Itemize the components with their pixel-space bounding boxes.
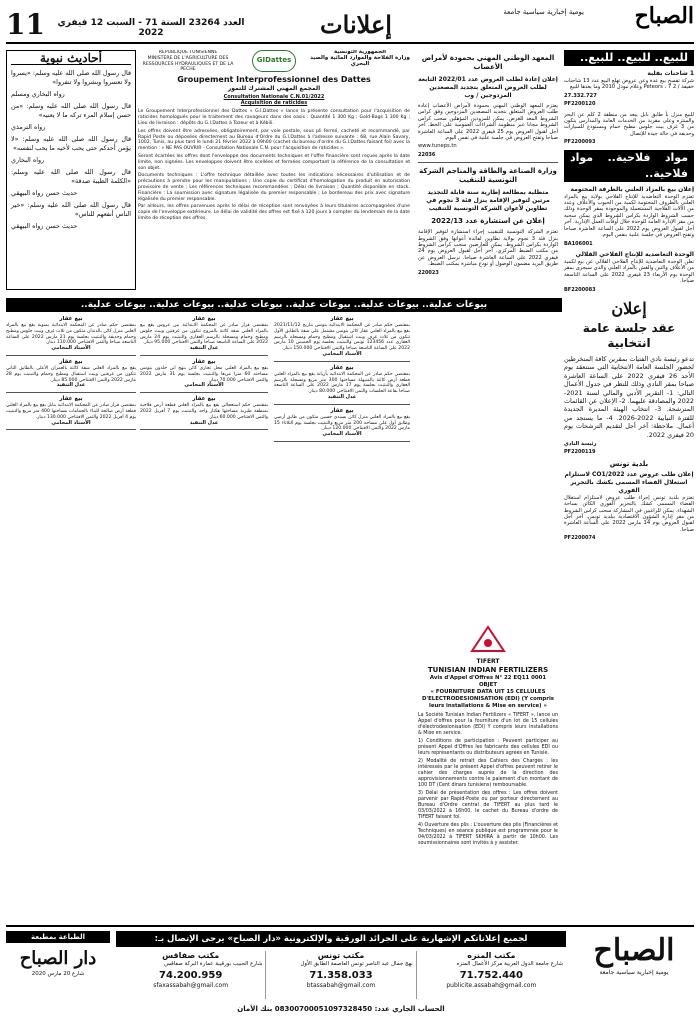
tifert-body: 4) Ouverture des plis : L'ouverture des plis (Financières et Techniques) en séance publique est programmée pour le 04/03/2022 à TIFERT SKHIRA à partir de 10h00. Les soumissionnaires sont invités à y assister. bbox=[418, 823, 558, 846]
notice-signature: عدل التنفيذ bbox=[189, 419, 219, 426]
notice-body: بمقتضى حكم صادر عن المحكمة الابتدائية بأريانة يقع بيع بالمزاد العلني قطعة أرض كائنة بالمنيهلة مساحتها 300 متر مربع ومسجلة بالرسم العقاري والتبتيت بجلسة يوم 17 مارس 2022 على الساعة التاسعة صباحا بقاعة الجلسات والثمن الافتتاحي 80.000 دينار. bbox=[274, 371, 410, 395]
office-list bbox=[116, 951, 566, 999]
notice-body: بمقتضى حكم صادر عن المحكمة الابتدائية بتونس بتاريخ 2021/11/12 يقع بيع بالمزاد العلني عقار كائن بتونس مشتمل على شقة بالطابق الأول تتكون من ثلاث غرف وبيت استقبال ومطبخ وحمام ومسجلة بالرسم العقاري عدد 123456 تونس والتبتيت بجلسة يوم الخميس 10 مارس 2022 على الساعة التاسعة صباحا والثمن الافتتاحي 150.000 دينار. bbox=[274, 323, 410, 352]
hadith-source: رواه البخاري bbox=[11, 156, 45, 165]
notice-title: بيع عقار bbox=[192, 358, 216, 365]
unit-ad-title: الوحدة التعاضدية للإنتاج الفلاحي القلالي bbox=[575, 250, 694, 258]
office-address: نهج جمال عبد الناصر تونس العاصمة الطابق الأول bbox=[300, 961, 413, 967]
hadith-title: أحاديث نبوية bbox=[11, 55, 131, 65]
org-name: Groupement Interprofessionnel des Dattes bbox=[177, 75, 371, 85]
judicial-notice bbox=[140, 396, 268, 430]
consult-object: Acquisition de raticides bbox=[240, 99, 308, 106]
meeting-title: إعلان bbox=[611, 298, 647, 318]
divider bbox=[418, 162, 558, 163]
notice-body: بمقتضى قرار صادر عن المحكمة الابتدائية بنابل يقع بيع بالمزاد العلني قطعة أرض صالحة للبناء بالحمامات مساحتها 400 متر مربع والتبتيت يوم 4 أفريل 2022 والثمن الافتتاحي 130.000 دينار. bbox=[6, 403, 136, 420]
tifert-body: 3) Délai de présentation des offres : Les offres doivent parvenir par Rapid-Poste ou par porteur directement au Bureau d'Ordre central de TIFERT au plus tard le 03/03/2022 à 16h00, le cachet du Bureau d'ordre de TIFERT faisant foi. bbox=[418, 791, 558, 820]
issue-line: العدد 23264 السنة 71 - السبت 12 فيفري 2022 bbox=[57, 18, 245, 38]
house-ad-text: للبيع منزل بأ طابق نابل يبعد من منطقة 2 كلم عن البحر والمنتزه وعلى مقربة من الخدمات العامة والمدارس يتكون من 3 غرف بيت جلوس مطبخ حمام ومستودع للسيارات وحديقة في حالة جيدة للإتصال bbox=[564, 111, 694, 137]
notice-title: بيع عقار bbox=[330, 316, 354, 322]
tender2-subtitle: متطلبة بمطالعة إطارية سنة قابلة للتجديد مرتين لتوفير الإقامة بنزل فئة 3 نجوم في تطاوين لأعوان الشركة التونسية للتنقيب bbox=[426, 189, 550, 213]
sale-section-head: للبيع.. للبيع.. للبيع.. bbox=[564, 50, 694, 66]
notice-title: بيع عقار bbox=[59, 316, 83, 322]
masthead-tagline: يومية إخبارية سياسية جامعة bbox=[503, 8, 584, 16]
notice-body: Les offres doivent être adressées, obligatoirement, par voie postale, sous pli fermé, cacheté et recommandé, par Rapid Poste ou déposées directement au Bureau d'Ordre du G.I.Dattes à l'adresse suivante : 68, rue Alain Savary, 1002, Tunis, au plus tard le lundi 21 février 2022 à 09h00 (cachet du bureau d'ordre du G.I.Dattes faisant foi) avec la mention : « NE PAS OUVRIR - Consultation Nationale C.N. pour l'acquisition de raticides ». bbox=[138, 128, 410, 152]
farm-section-head: مواد فلاحية.. مواد فلاحية.. bbox=[564, 150, 694, 182]
notice-body: بمقتضى قرار صادر عن المحكمة الابتدائية ببن عروس يقع بيع بالمزاد العلني شقة كائنة بالمروج تتكون من غرفتين وبيت جلوس ومطبخ وحمام ومسجلة بالرسم العقاري والتبتيت يوم 24 مارس 2022 على الساعة التاسعة صباحا والثمن الافتتاحي 95.000 دينار. bbox=[140, 323, 268, 346]
office-item bbox=[116, 951, 265, 999]
office-name: مكتب المنزه bbox=[467, 951, 516, 960]
notice-body: بمقتضى حكم صادر عن المحكمة الابتدائية بمنوبة يقع بيع بالمزاد العلني منزل كائن بالدندان متكون من ثلاث غرف وبيت جلوس ومطبخ وحمام وحديقة والتبتيت بجلسة يوم 21 مارس 2022 على الساعة التاسعة صباحا والثمن الافتتاحي 110.000 دينار. bbox=[6, 323, 136, 346]
hadith-item: قال رسول الله صلى الله عليه وسلم: «لا يؤمن أحدكم حتى يحب لأخيه ما يحب لنفسه» bbox=[11, 135, 131, 153]
notice-title: بيع عقار bbox=[192, 316, 216, 322]
tender2-notice: إعلان عن استشارة عدد 2022/13 bbox=[431, 217, 545, 226]
tifert-body: 1) Conditions de participation : Peuvent participer au présent Appel d'Offres les fabricants des cellules EDI ou leurs représentants ou distributeurs agréés en Tunisie. bbox=[418, 739, 558, 756]
hadith-item: قال رسول الله صلى الله عليه وسلم: «يسروا ولا تعسروا وبشروا ولا تنفروا» bbox=[11, 69, 131, 87]
notice-signature: الأستاذ المحامي bbox=[51, 419, 91, 426]
notice-signature: عدل التنفيذ bbox=[327, 393, 357, 400]
notice-title: بيع عقار bbox=[192, 396, 216, 403]
judicial-column-c bbox=[6, 316, 136, 916]
hadith-item: قال رسول الله صلى الله عليه وسلم: «من حسن إسلام المرء تركه ما لا يعنيه» bbox=[11, 102, 131, 120]
footer-tagline: يومية إخبارية سياسية جامعة bbox=[599, 969, 669, 976]
judicial-notice bbox=[274, 408, 410, 442]
tender2-text: تعتزم الشركة التونسية للتنقيب إجراء استشارة لتوفير الإقامة بنزل فئة 3 نجوم بولاية تطاوين لفائدة أعوانها وفق الشروط الواردة بكراس الشروط. يمكن للعارضين سحب كراس الشروط من مكتب الضبط المركزي. آخر أجل لقبول العروض يوم 24 فيفري 2022 على الساعة العاشرة صباحا. ترسل العروض عن طريق البريد مضمون الوصول أو تودع مباشرة بمكتب الضبط. bbox=[418, 229, 558, 268]
sale-item-phone: 27.332.727 bbox=[564, 92, 597, 99]
office-item bbox=[265, 951, 415, 999]
notice-body: يقع بيع بالمزاد العلني شقة كائنة بالعمران الأعلى بالطابق الثاني تتكون من غرفتين وبيت استقبال ومطبخ وحمام والتبتيت يوم 28 مارس 2022 والثمن الافتتاحي 85.000 دينار. bbox=[6, 365, 136, 383]
office-address: شارع جامعة الدول العربية مركز الأعمال المنزه bbox=[456, 961, 563, 967]
hadith-box bbox=[6, 50, 136, 290]
judicial-notice bbox=[274, 316, 410, 362]
print-brand: دار الصباح bbox=[19, 948, 97, 969]
notice-signature: الأستاذ المحامي bbox=[184, 382, 224, 389]
farm-ad-title: إعلان بيع بالمزاد العلني بالظرفة المختومة bbox=[570, 185, 694, 193]
meeting-subtitle: عقد جلسة عامة انتخابية bbox=[582, 320, 676, 350]
judicial-notice bbox=[140, 359, 268, 393]
tender1-text: يعتزم المعهد الوطني المهني بحمودة لأمراض الأعصاب إعادة طلب العروض المتعلق بتجديد المصعدين المزدوجين وفق كراس الشروط المعد للغرض. يمكن للمزودين المؤهلين سحب كراس الشروط مجانا عبر منظومة الشراءات العمومية على الخط. آخر أجل لقبول العروض يوم 25 فيفري 2022 على الساعة العاشرة صباحا وتفتح العروض في جلسة علنية في نفس اليوم. bbox=[418, 103, 558, 142]
notice-signature: الأستاذ المحامي bbox=[51, 345, 91, 352]
meeting-text: تدعو رئيسة نادي الفتيات بمقرين كافة المنخرطين لحضور الجلسة العامة الانتخابية التي ستنعقد يوم الأحد 26 فيفري 2022 على الساعة العاشرة صباحا بمقر النادي وذلك للنظر في جدول الأعمال التالي: 1- التقرير الأدبي والمالي لسنة 2021-2022 والمصادقة عليهما. 2- الإعلان عن القائمات المترشحة. 3- انتخاب الهيئة المديرة الجديدة للفترة النيابية 2022-2026. 4- ما يستجد من أعمال. ملاحظة: آخر أجل لتقديم الترشحات يوم 20 فيفري 2022. bbox=[564, 354, 694, 439]
office-email[interactable]: btassabah@gmail.com bbox=[306, 981, 376, 989]
ad-ref: 220023 bbox=[418, 269, 439, 276]
notice-signature: عدل التنفيذ bbox=[56, 382, 86, 389]
footer-banner: لجميع إعلاناتكم الإشهارية على الجرائد الورقية والإلكترونية «دار الصباح» يرجى الإتصال بـ: bbox=[116, 931, 566, 947]
office-name: مكتب صفاقس bbox=[162, 951, 220, 960]
notice-body: Le Groupement Interprofessionnel des Dattes « G.I.Dattes » lance la présente consultation pour l'acquisition de raticides homologués pour le traitement des ravageurs dans des oasis : Quantité 1 300 Kg ; Gold-Bags 1 300 Kg ; Lieu de livraison : dépôts du G.I.Dattes à Tozeur et à Kébili. bbox=[138, 109, 410, 126]
page-number: 11 bbox=[6, 8, 45, 41]
meeting-sign: رئيسة النادي bbox=[564, 441, 597, 447]
sale-item-text: شركة تفسخ بيع عدة وعن عروض تهلع البيع عدد 13 شاحنات خفيفة / 2 Peteors ، 7 وعلام مودل 2010 وما بعدها للبيع bbox=[564, 78, 694, 91]
tifert-notice bbox=[418, 625, 558, 915]
judicial-notice bbox=[140, 316, 268, 356]
page-header bbox=[6, 3, 694, 44]
tifert-logo-icon bbox=[468, 625, 508, 655]
hadith-item: قال رسول الله صلى الله عليه وسلم: «الكلمة الطيبة صدقة» bbox=[11, 168, 131, 186]
republic-ar: الجمهورية التونسية وزارة الفلاحة والموارد المائية والصيد البحري bbox=[310, 50, 410, 67]
office-address: شارع الحبيب بورقيبة عمارة البركة صفاقس bbox=[164, 961, 263, 967]
tifert-objet-text: « FOURNITURE DATA UIT 15 CELLULES D'ELECTRODESIONISATION (EDI) (Y compris leurs installations & Mise en service) » bbox=[421, 689, 555, 709]
gidattes-logo: GIDattes bbox=[252, 50, 296, 72]
municipality-subtitle: إعلان طلب عروض عدد 2022/CO1 لاستلزام استغلال الفضاء المسمى بكشك بالتحرير الفوري bbox=[564, 470, 694, 494]
notice-body: يقع بيع بالمزاد العلني منزل كائن بسيدي حسين متكون من طابق أرضي وطابق أول على مساحة 200 متر مربع والتبتيت بجلسة يوم الثلاثاء 15 مارس 2022 والثمن الافتتاحي 120.000 دينار. bbox=[274, 414, 410, 432]
tender1-subtitle: إعلان إعادة لطلب العروض عدد 2022/01 التابعة لطلب العروض المتعلق بتجديد المصعدين المزدوجين / وب bbox=[418, 76, 558, 99]
tenders-column bbox=[418, 50, 558, 620]
republic-fr: REPUBLIQUE TUNISIENNE MINISTERE DE L'AGRICULTURE DES RESSOURCES HYDRAULIQUES ET DE LA PECHE bbox=[142, 50, 234, 73]
tifert-logo-text: TIFERT bbox=[476, 658, 500, 665]
notice-title: بيع عقار bbox=[330, 407, 354, 414]
notice-title: بيع عقار bbox=[59, 396, 83, 403]
bank-account: الحساب الجاري عدد: 08300700051097328450 بنك الأمان bbox=[237, 1005, 445, 1013]
hadith-source: حديث حسن رواه البيهقي bbox=[11, 222, 78, 231]
office-phone[interactable]: 74.200.959 bbox=[159, 969, 223, 981]
farm-ad-text: تعتزم الوحدة التعاضدية للإنتاج الفلاحي بولاية بيع بالمزاد العلني بالظروف المختومة لكمية من الحبوب والأعلاف وعدد من الآلات الفلاحية المستعملة والموجودة بمقر الوحدة وذلك حسب الشروط الواردة بكراس الشروط الذي يمكن سحبه من مقر الإدارة العامة للوحدة خلال أوقات العمل الإدارية. آخر أجل لقبول العروض يوم 2022 على الساعة العاشرة صباحا وتفتح العروض في جلسة علنية بنفس اليوم. bbox=[564, 193, 694, 239]
office-email[interactable]: sfaxassabah@gmail.com bbox=[153, 981, 229, 989]
footer-logo bbox=[574, 933, 694, 976]
print-label: الطباعة بمطبعة bbox=[6, 931, 110, 943]
ad-ref: PF2200074 bbox=[564, 535, 596, 542]
sale-item-title: 1 شاحنات بفلبة bbox=[647, 70, 694, 77]
judicial-notice bbox=[6, 396, 136, 430]
ad-ref: BA106001 bbox=[564, 240, 593, 247]
tifert-aoi: Avis d'Appel d'Offres N° 22 EQ11 0001 bbox=[429, 675, 547, 681]
municipality-title: بلدية تونس bbox=[609, 459, 649, 468]
notice-title: بيع عقار bbox=[330, 364, 354, 371]
footer-brand: الصباح bbox=[593, 933, 675, 968]
judicial-notice bbox=[274, 365, 410, 405]
hadith-source: رواه الترمذي bbox=[11, 123, 46, 132]
gidattes-notice bbox=[138, 50, 410, 290]
notice-signature: عدل التنفيذ bbox=[189, 345, 219, 352]
notice-body: بمقتضى حكم استعجالي يقع بيع بالمزاد العلني قطعة أرض فلاحية بمنطقة طبربة مساحتها هكتار واحد والتبتيت يوم 7 أفريل 2022 والثمن الافتتاحي 60.000 دينار. bbox=[140, 403, 268, 420]
municipality-text: تعتزم بلدية تونس إجراء طلب عروض لاستلزام استغلال الفضاء المسمى كشك بالتحرير الفوري الكائن بساحة الشهداء. يمكن للراغبين في المشاركة سحب كراس الشروط من مقر إدارة الشؤون الاقتصادية ببلدية تونس. آخر أجل لقبول العروض يوم 14 مارس 2022 على الساعة العاشرة صباحا. bbox=[564, 494, 694, 533]
hadith-source: حديث حسن رواه البيهقي bbox=[11, 189, 78, 198]
judicial-column-b bbox=[140, 316, 268, 916]
unit-ad-text: تعلن الوحدة التعاضدية للإنتاج الفلاحي القلالي عن بيع لكمية من الأعلاف والتبن والقش بالمزاد العلني والذي سيجرى بمقر الوحدة يوم الأربعاء 23 فيفري 2022 على الساعة التاسعة صباحا. bbox=[564, 258, 694, 285]
section-title: إعلانات bbox=[320, 10, 392, 39]
tender2-title: وزارة الصناعة والطاقة والمناجم الشركة التونسية للتنقيب bbox=[419, 167, 557, 185]
consult-ref: Consultation Nationale C.N.01/2022 bbox=[223, 93, 325, 100]
notice-body: يقع بيع بالمزاد العلني محل تجاري كائن بنهج ابن خلدون بتونس مساحته 60 مترا مربعا والتبتيت بجلسة يوم 31 مارس 2022 والثمن الافتتاحي 70.000 دينار. bbox=[140, 365, 268, 383]
tender1-link[interactable]: www.tuneps.tn bbox=[418, 143, 457, 150]
hadith-source: رواه البخاري ومسلم bbox=[11, 90, 65, 99]
tifert-objet: OBJET bbox=[478, 682, 498, 688]
ad-ref: BF2200083 bbox=[564, 286, 596, 293]
office-phone[interactable]: 71.752.440 bbox=[459, 969, 523, 981]
classifieds-column bbox=[564, 50, 694, 920]
ad-ref: 22036 bbox=[418, 151, 436, 158]
notice-body: Par ailleurs, les offres parvenues après le délai de réception sont renvoyées à leurs titulaires accompagnées d'une copie de l'enveloppe extérieure. Le délai de validité des offres est fixé à 120 jours à compter du lendemain de la date limite de réception des offres. bbox=[138, 204, 410, 221]
notice-body: Seront écartées les offres dont l'enveloppe des documents techniques et l'offre financière sont reçues après la date limite, non signées. Les enveloppes doivent être scellées et fermées comportant la référence de la consultation et son objet. bbox=[138, 153, 410, 171]
masthead-brand: الصباح bbox=[634, 3, 694, 29]
hadith-item: قال رسول الله صلى الله عليه وسلم: «خير الناس أنفعهم للناس» bbox=[11, 201, 131, 219]
ad-ref: PF2200120 bbox=[564, 101, 596, 108]
notice-signature: الأستاذ المحامي bbox=[322, 431, 362, 438]
print-address: شارع 20 مارس 2020 bbox=[31, 971, 85, 977]
judicial-notice bbox=[6, 359, 136, 393]
office-email[interactable]: publicite.assabah@gmail.com bbox=[446, 981, 537, 989]
judicial-sales-banner: بيوعات عدلية.. بيوعات عدلية.. بيوعات عدلية.. بيوعات عدلية.. بيوعات عدلية.. بيوعات عدلية.. bbox=[6, 298, 562, 312]
tender1-title: المعهد الوطني المهني بحمودة لأمراض الأعصاب bbox=[421, 54, 555, 71]
notice-title: بيع عقار bbox=[59, 358, 83, 365]
org-name-ar: المجمع المهني المشترك للتمور bbox=[227, 84, 321, 92]
tifert-name: TUNISIAN INDIAN FERTILIZERS bbox=[427, 666, 549, 674]
printing-box bbox=[6, 931, 110, 977]
office-phone[interactable]: 71.358.033 bbox=[309, 969, 373, 981]
tifert-body: La Société Tunisian Indian Fertilizers « TIFERT », lance un Appel d'offres pour la fourniture d'un lot de 15 cellules d'électrodesionisation (EDI) Y compris leurs installations & Mise en service. bbox=[418, 713, 558, 736]
ad-ref: PF2200119 bbox=[564, 449, 596, 456]
judicial-column-a bbox=[274, 316, 410, 916]
masthead-logo bbox=[594, 3, 694, 40]
tifert-body: 2) Modalité de retrait des Cahiers des Charges : les intéressés par le présent Appel d'offres peuvent retirer le cahier des charges auprès de la direction des approvisionnements contre le paiement d'un montant de 100 DT (Cent dinars tunisiens) remboursable. bbox=[418, 759, 558, 788]
ad-ref: PF2200093 bbox=[564, 139, 596, 146]
judicial-notice bbox=[6, 316, 136, 356]
page-footer bbox=[6, 925, 694, 1023]
notice-body: Documents techniques : L'offre technique détaillée avec toutes les indications nécessaires d'utilisation et de précautions à prendre pour les manipulations ; Une copie du certificat d'homologation du produit en autorisation provisoire de vente ; Les références techniques recommandées ; Délai de livraison ; Quantité disponible en stock. Financière : La soumission avec signature légalisée du premier responsable ; Le bordereau des prix avec signature légalisée du premier responsable. bbox=[138, 173, 410, 202]
office-name: مكتب تونس bbox=[317, 951, 365, 960]
notice-header bbox=[138, 50, 410, 73]
office-item bbox=[416, 951, 566, 999]
notice-signature: الأستاذ المحامي bbox=[322, 350, 362, 357]
